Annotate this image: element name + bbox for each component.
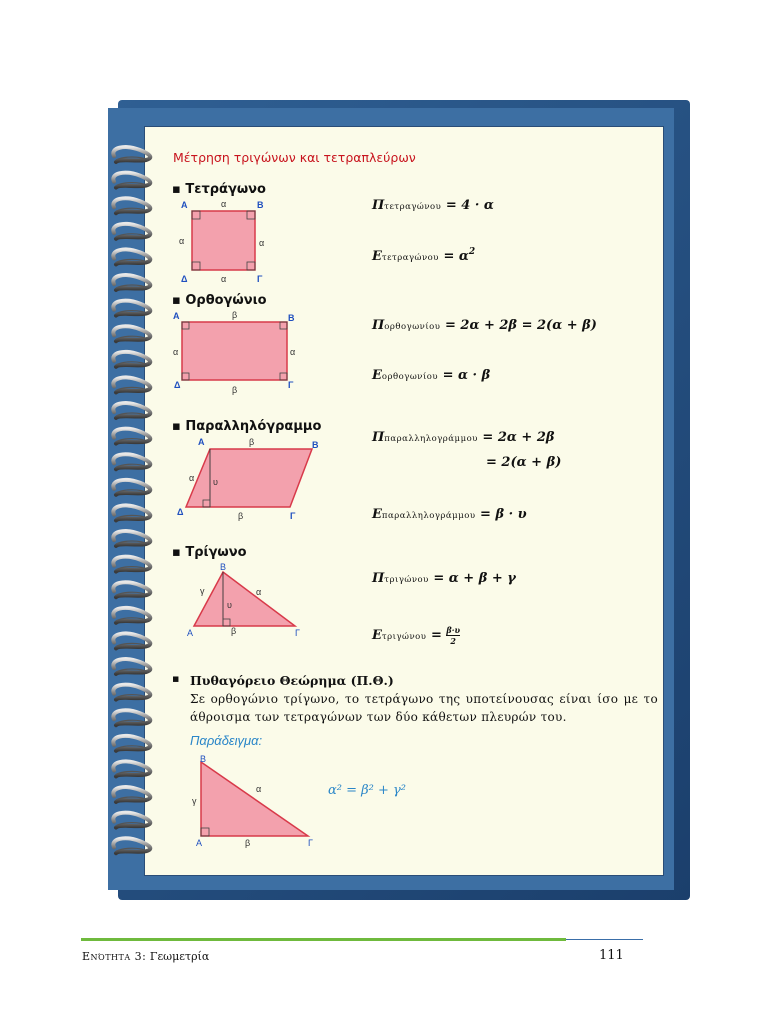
spiral-coil xyxy=(113,813,150,828)
spiral-coil xyxy=(113,762,150,777)
spiral-coil xyxy=(113,736,150,751)
pythagoras-equation: α² = β² + γ² xyxy=(328,783,407,798)
side-label: α xyxy=(189,473,195,483)
vertex-label: Γ xyxy=(257,274,263,284)
spiral-coil xyxy=(113,634,150,649)
vertex-label: Δ xyxy=(181,274,188,284)
vertex-label: Γ xyxy=(295,628,300,638)
triangle-area-formula: Ετριγώνου = $\frac{\beta\cdot\upsilon}{2}$ xyxy=(372,625,461,646)
vertex-label: Β xyxy=(288,313,295,323)
side-label: β xyxy=(232,385,238,395)
side-label: γ xyxy=(192,796,197,806)
spiral-coil xyxy=(113,352,150,367)
spiral-coil xyxy=(113,403,150,418)
square-figure xyxy=(172,196,272,288)
right-triangle-figure xyxy=(190,752,320,852)
side-label: α xyxy=(221,274,227,284)
side-label: β xyxy=(249,437,255,447)
spiral-coil xyxy=(113,480,150,495)
spiral-coil xyxy=(113,147,150,162)
side-label: α xyxy=(290,347,296,357)
page-title: Μέτρηση τριγώνων και τετραπλεύρων xyxy=(173,150,416,165)
vertex-label: Α xyxy=(181,200,188,210)
parallelogram-perimeter-formula: Ππαραλληλογράμμου = 2α + 2β xyxy=(372,430,555,445)
spiral-coil xyxy=(113,506,150,521)
vertex-label: Γ xyxy=(290,511,296,521)
side-label: α xyxy=(221,199,227,209)
side-label: β xyxy=(231,626,237,636)
height-label: υ xyxy=(213,477,218,487)
spiral-coil xyxy=(113,326,150,341)
parallelogram-area-formula: Επαραλληλογράμμου = β · υ xyxy=(372,507,527,522)
vertex-label: Δ xyxy=(174,380,181,390)
rectangle-perimeter-formula: Πορθογωνίου = 2α + 2β = 2(α + β) xyxy=(372,318,597,333)
section-parallelogram-label: ▪ Παραλληλόγραμμο xyxy=(172,419,322,434)
square-area-formula: $E\tau\varepsilon\tau\rho\alpha\gamma ώ\nu o\upsilon = \alpha^2$ xyxy=(372,247,476,264)
pythagoras-bullet: ▪ xyxy=(172,672,180,685)
spiral-coil xyxy=(113,838,150,853)
side-label: γ xyxy=(200,586,205,596)
rectangle-area-formula: Εορθογωνίου = α · β xyxy=(372,368,491,383)
spiral-coil xyxy=(113,250,150,265)
triangle-figure xyxy=(180,560,310,642)
side-label: β xyxy=(238,511,244,521)
rectangle-figure xyxy=(172,307,302,395)
vertex-label: Α xyxy=(173,311,180,321)
vertex-label: Β xyxy=(312,440,319,450)
pythagoras-text: Σε ορθογώνιο τρίγωνο, το τετράγωνο της υποτείνουσας είναι ίσο με το άθροισμα των τετραγώνων των δύο κάθετων πλευρών του. xyxy=(190,692,658,724)
spiral-coil xyxy=(113,557,150,572)
spiral-coil xyxy=(113,198,150,213)
vertex-label: Γ xyxy=(288,380,294,390)
spiral-coil xyxy=(113,429,150,444)
spiral-coil xyxy=(113,685,150,700)
vertex-label: Γ xyxy=(308,838,313,848)
triangle-perimeter-formula: Πτριγώνου = α + β + γ xyxy=(372,571,516,586)
height-label: υ xyxy=(227,600,232,610)
spiral-coil xyxy=(113,659,150,674)
vertex-label: Β xyxy=(200,754,207,764)
side-label: β xyxy=(232,310,238,320)
pythagoras-title: Πυθαγόρειο Θεώρημα (Π.Θ.) xyxy=(190,673,394,688)
footer-divider-green xyxy=(81,938,566,941)
vertex-label: Β xyxy=(220,562,227,572)
square-perimeter-formula: Πτετραγώνου = 4 · α xyxy=(372,198,494,213)
vertex-label: Δ xyxy=(177,507,184,517)
vertex-label: Α xyxy=(198,437,205,447)
section-rectangle-label: ▪ Ορθογώνιο xyxy=(172,293,267,308)
spiral-coil xyxy=(113,173,150,188)
side-label: α xyxy=(256,587,262,597)
spiral-coil xyxy=(113,608,150,623)
vertex-label: Β xyxy=(257,200,264,210)
vertex-label: Α xyxy=(187,628,194,638)
side-label: β xyxy=(245,838,251,848)
vertex-label: Α xyxy=(196,838,203,848)
spiral-coil xyxy=(113,710,150,725)
spiral-coil xyxy=(113,224,150,239)
parallelogram-perimeter-formula-line2: = 2(α + β) xyxy=(486,455,562,470)
spiral-coil xyxy=(113,301,150,316)
side-label: α xyxy=(173,347,179,357)
side-label: α xyxy=(256,784,262,794)
side-label: α xyxy=(179,236,185,246)
spiral-coil xyxy=(113,275,150,290)
footer-divider-blue xyxy=(566,939,643,940)
spiral-coil xyxy=(113,454,150,469)
spiral-coil xyxy=(113,582,150,597)
footer-chapter: Ενότητα 3: Γεωμετρία xyxy=(82,950,210,963)
side-label: α xyxy=(259,238,265,248)
example-label: Παράδειγμα: xyxy=(190,733,263,748)
spiral-coil xyxy=(113,531,150,546)
section-square-label: ▪ Τετράγωνο xyxy=(172,182,266,197)
spiral-coil xyxy=(113,787,150,802)
section-triangle-label: ▪ Τρίγωνο xyxy=(172,545,247,560)
spiral-coil xyxy=(113,378,150,393)
spiral-binding xyxy=(110,140,158,870)
parallelogram-figure xyxy=(172,433,332,523)
page-number: 111 xyxy=(599,948,624,963)
